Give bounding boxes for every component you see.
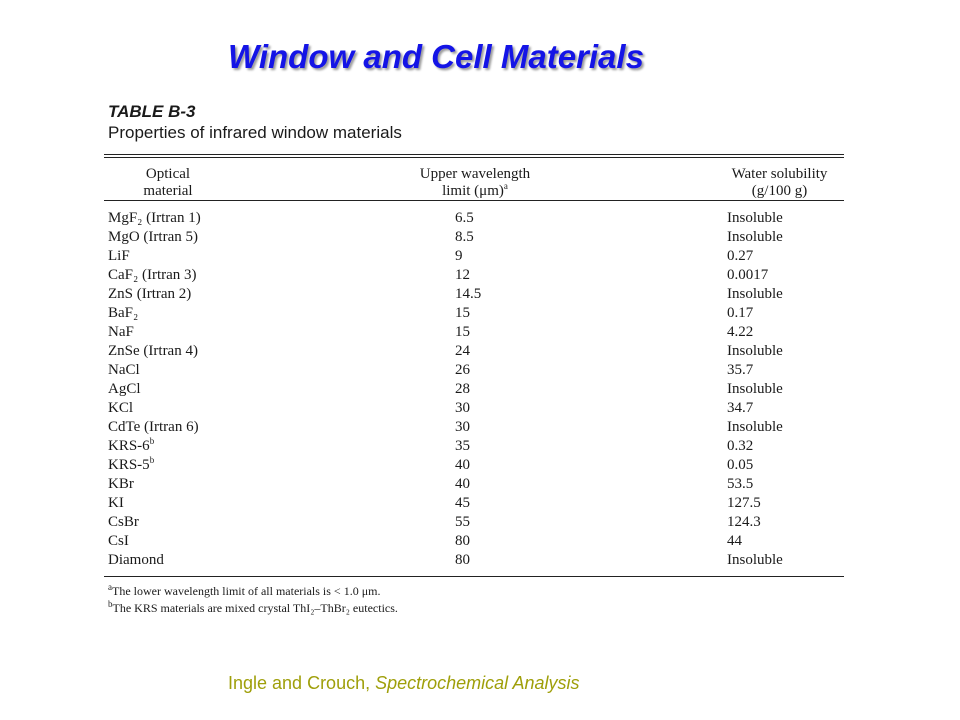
cell-upper-wavelength: 24 — [455, 343, 470, 359]
cell-upper-wavelength: 80 — [455, 533, 470, 549]
cell-water-solubility: 35.7 — [727, 362, 754, 378]
cell-optical-material: MgO (Irtran 5) — [108, 229, 198, 245]
cell-water-solubility: 0.0017 — [727, 267, 769, 283]
cell-optical-material: KRS-6$^b$ — [108, 436, 155, 454]
cell-optical-material: CdTe (Irtran 6) — [108, 419, 199, 435]
cell-optical-material: KI — [108, 495, 124, 511]
footnote-marker-a: a — [503, 181, 508, 191]
table-caption: Properties of infrared window materials — [108, 123, 402, 142]
cell-water-solubility: Insoluble — [727, 286, 783, 302]
table-row — [100, 399, 850, 418]
cell-upper-wavelength: 26 — [455, 362, 470, 378]
table-row — [100, 494, 850, 513]
table-row — [100, 361, 850, 380]
header-water-solubility: Water solubility (g/100 g) — [731, 166, 828, 199]
cell-optical-material: NaCl — [108, 362, 140, 378]
cell-water-solubility: Insoluble — [727, 419, 783, 435]
cell-optical-material: ZnSe (Irtran 4) — [108, 343, 198, 359]
table-row — [100, 304, 850, 323]
cell-upper-wavelength: 30 — [455, 400, 470, 416]
footnote — [108, 600, 850, 617]
table-row — [100, 551, 850, 570]
cell-upper-wavelength: 12 — [455, 267, 470, 283]
cell-water-solubility: 34.7 — [727, 400, 754, 416]
cell-upper-wavelength: 8.5 — [455, 229, 474, 245]
cell-optical-material: Diamond — [108, 552, 164, 568]
table-row — [100, 532, 850, 551]
cell-upper-wavelength: 9 — [455, 248, 463, 264]
footnote-marker-b: b — [149, 436, 155, 446]
cell-water-solubility: 4.22 — [727, 324, 754, 340]
slide-title: Window and Cell Materials — [228, 38, 644, 75]
cell-water-solubility: Insoluble — [727, 229, 783, 245]
table-row — [100, 209, 850, 228]
cell-upper-wavelength: 15 — [455, 305, 470, 321]
cell-upper-wavelength: 40 — [455, 476, 470, 492]
table-row — [100, 323, 850, 342]
cell-upper-wavelength: 80 — [455, 552, 470, 568]
table-bottom-rule — [104, 576, 844, 577]
cell-upper-wavelength: 14.5 — [455, 286, 482, 302]
table-row — [100, 418, 850, 437]
cell-optical-material: KBr — [108, 476, 134, 492]
footnote-text: The lower wavelength limit of all materials is < 1.0 μm. — [112, 584, 381, 598]
table-row — [100, 266, 850, 285]
table-row — [100, 513, 850, 532]
cell-optical-material: KRS-5$^b$ — [108, 455, 155, 473]
table-row — [100, 285, 850, 304]
cell-optical-material: LiF — [108, 248, 130, 264]
table-row — [100, 456, 850, 475]
table-row — [100, 342, 850, 361]
table-row — [100, 380, 850, 399]
cell-water-solubility: 53.5 — [727, 476, 754, 492]
cell-optical-material: NaF — [108, 324, 134, 340]
table-label: TABLE B-3 — [108, 102, 196, 121]
cell-optical-material: BaF₂ — [108, 305, 139, 321]
cell-water-solubility: 127.5 — [727, 495, 761, 511]
header-upper-wavelength: Upper wavelength limit $(\mu m)^a$ — [419, 166, 531, 199]
citation — [228, 673, 580, 694]
footnote-mark: b — [108, 599, 113, 609]
table-row — [100, 228, 850, 247]
cell-water-solubility: 0.17 — [727, 305, 754, 321]
table-scan — [100, 102, 850, 617]
cell-upper-wavelength: 6.5 — [455, 210, 474, 226]
footnote — [108, 583, 850, 600]
footnote-text: The KRS materials are mixed crystal ThI₂–ThBr₂ eutectics. — [112, 601, 398, 615]
cell-optical-material: KCl — [108, 400, 134, 416]
cell-water-solubility: 44 — [727, 533, 742, 549]
cell-water-solubility: 0.27 — [727, 248, 754, 264]
cell-water-solubility: 0.05 — [727, 457, 754, 473]
cell-upper-wavelength: 28 — [455, 381, 470, 397]
cell-upper-wavelength: 55 — [455, 514, 470, 530]
cell-water-solubility: Insoluble — [727, 552, 783, 568]
cell-water-solubility: Insoluble — [727, 381, 783, 397]
table-row — [100, 437, 850, 456]
cell-water-solubility: Insoluble — [727, 343, 783, 359]
cell-optical-material: AgCl — [108, 381, 141, 397]
cell-water-solubility: Insoluble — [727, 210, 783, 226]
cell-optical-material: MgF₂ (Irtran 1) — [108, 210, 201, 226]
cell-optical-material: ZnS (Irtran 2) — [108, 286, 192, 302]
cell-upper-wavelength: 15 — [455, 324, 470, 340]
table-footnotes — [108, 583, 850, 617]
cell-upper-wavelength: 30 — [455, 419, 470, 435]
table-body — [100, 201, 850, 576]
citation-authors: Ingle and Crouch, — [228, 673, 376, 693]
cell-upper-wavelength: 45 — [455, 495, 470, 511]
table-row — [100, 247, 850, 266]
cell-upper-wavelength: 40 — [455, 457, 470, 473]
footnote-mark: a — [108, 582, 112, 592]
cell-optical-material: CsBr — [108, 514, 139, 530]
cell-upper-wavelength: 35 — [455, 438, 470, 454]
table-header-row — [100, 158, 850, 200]
table-row — [100, 475, 850, 494]
citation-book-title: Spectrochemical Analysis — [375, 673, 580, 693]
cell-water-solubility: 0.32 — [727, 438, 754, 454]
cell-optical-material: CaF₂ (Irtran 3) — [108, 267, 197, 283]
footnote-marker-b: b — [149, 455, 155, 465]
cell-optical-material: CsI — [108, 533, 129, 549]
header-optical-material: Optical material — [143, 166, 193, 199]
cell-water-solubility: 124.3 — [727, 514, 761, 530]
